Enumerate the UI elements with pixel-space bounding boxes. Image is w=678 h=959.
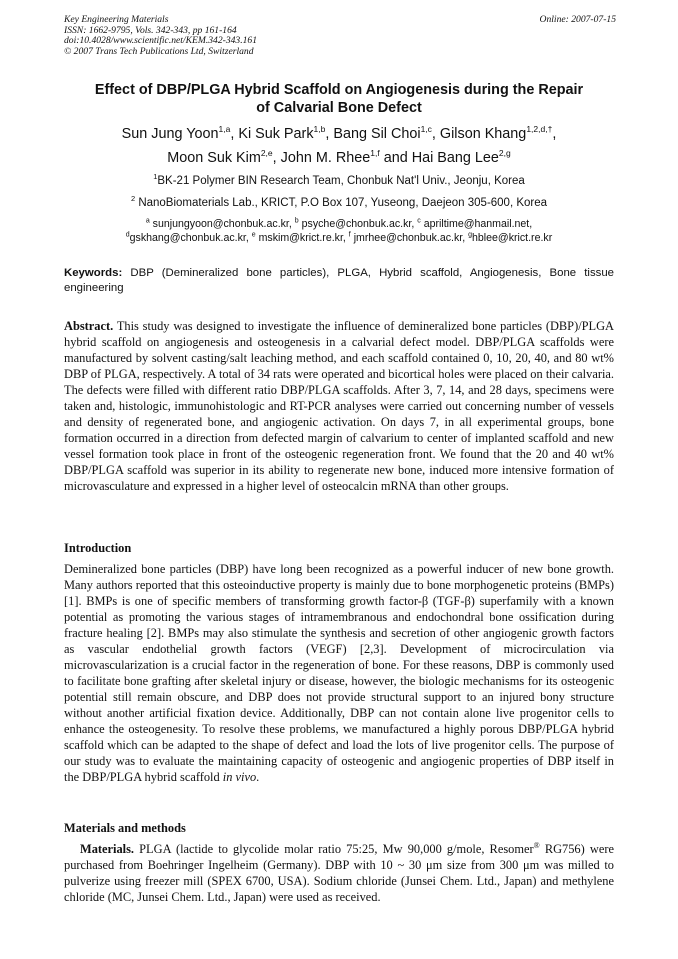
author-name: Hai Bang Lee xyxy=(411,150,499,166)
email-mark: e xyxy=(251,231,256,239)
email-address: gskhang@chonbuk.ac.kr, xyxy=(129,232,249,244)
author-affiliation-mark: 2,g xyxy=(498,148,511,159)
issn-line: ISSN: 1662-9795, Vols. 342-343, pp 161-164 xyxy=(64,24,237,36)
author-name: Gilson Khang xyxy=(439,126,527,142)
materials-text-2: RG756) were purchased from Boehringer Ingelheim (Germany). DBP with 10 ~ 30 μm size from 300 μm was milled to pulverize using freezer mill (SPEX 6700, USA). Sodium chloride (Junsei Chem. Ltd., Japan) and methylene chloride (MC, Junsei Chem. Ltd., Japan) were used as received. xyxy=(64,842,614,904)
introduction-text: Demineralized bone particles (DBP) have long been recognized as a powerful inducer of new bone growth. Many authors reported that this osteoinductive property is mainly due to bone morphogenetic proteins (BMPs) [1]. BMPs is one of specific members of transforming growth factor-β (TGF-β) superfamily with a known potential as promoting the various stages of intramembranous and endochondral bone ossification during fracture healing [2]. BMPs may also stimulate the synthesis and secretion of other angiogenic growth factors as vascular endothelial growth factors (VEGF) [2,3]. Development of microcirculation via microvascularization is a crucial factor in the regeneration of bone. For these reasons, DBP is commonly used to facilitate bone grafting after skeletal injury or disease, however, the biologic mechanisms for its osteogenic potential still remain obscure, and DBP does not provide structural support to an injured bony structure without another artificial fixation device. Additionally, DBP can not contain alone live progenitor cells to enhance the osteogenesity. To resolve these problems, we manufactured a highly porous DBP/PLGA hybrid scaffold which can be adapted to the shape of defect and load the lots of live progenitor cells. The purpose of our study was to evaluate the maintaining capacity of osteogenic and angiogenic properties of DBP itself in the DBP/PLGA hybrid scaffold xyxy=(64,562,614,784)
journal-header xyxy=(64,15,616,57)
affiliation-text: NanoBiomaterials Lab., KRICT, P.O Box 107, Yuseong, Daejeon 305-600, Korea xyxy=(138,197,548,209)
keywords-block xyxy=(64,266,614,296)
registered-mark: ® xyxy=(533,840,540,850)
email-address: sunjungyoon@chonbuk.ac.kr, xyxy=(152,218,292,230)
author-affiliation-mark: 2,e xyxy=(260,148,273,159)
email-line-2 xyxy=(40,231,638,245)
author-name: Moon Suk Kim xyxy=(167,150,261,166)
copyright-line: © 2007 Trans Tech Publications Ltd, Switzerland xyxy=(64,45,254,57)
materials-text-1: PLGA (lactide to glycolide molar ratio 75:25, Mw 90,000 g/mole, Resomer xyxy=(139,842,534,856)
abstract-label: Abstract. xyxy=(64,319,114,333)
title-line-2: of Calvarial Bone Defect xyxy=(256,100,422,116)
author-name: John M. Rhee xyxy=(280,150,371,166)
email-list xyxy=(40,217,638,245)
author-line-1: Sun Jung Yoon$^{1,a}$, Ki Suk Park$^{1,b}$, Bang Sil Choi$^{1,c}$, Gilson Khang$^{1,2,d,\dagger}$, xyxy=(121,124,557,142)
email-mark: a xyxy=(145,217,150,225)
email-address: mskim@krict.re.kr, xyxy=(258,232,346,244)
author-affiliation-mark: 1,f xyxy=(370,148,380,159)
email-address: psyche@chonbuk.ac.kr, xyxy=(301,218,415,230)
journal-name: Key Engineering Materials xyxy=(64,14,169,25)
introduction-body xyxy=(64,561,614,785)
paper-title xyxy=(48,81,630,117)
materials-paragraph xyxy=(64,841,614,905)
online-date: Online: 2007-07-15 xyxy=(539,14,616,25)
keywords-text: DBP (Demineralized bone particles), PLGA, Hybrid scaffold, Angiogenesis, Bone tissue engineering xyxy=(64,267,615,294)
introduction-end: . xyxy=(256,770,260,784)
abstract-text: This study was designed to investigate the influence of demineralized bone particles (DBP)/PLGA hybrid scaffold on angiogenesis and osteogenesis in a calvarial defect model. DBP/PLGA scaffolds were manufactured by solvent casting/salt leaching method, and each scaffold contained 0, 10, 20, 40, and 80 wt% DBP of PLGA, respectively. A total of 34 rats were operated and bicortical holes were placed on their calvaria. The defects were filled with different ratio DBP/PLGA scaffolds. After 3, 7, 14, and 28 days, specimens were taken and, histologic, immunohistologic and RT-PCR analyses were carried out concerning number of vessels and density of regenerated bone, and angiogenic activation. On days 7, in all experimental groups, bone formation occurred in a direction from defected margin of calvarium to center of implanted scaffold and new vessel formation took place in front of the osteogenic regeneration front. We found that the 20 and 40 wt% DBP/PLGA scaffold was superior in its ability to regenerate new bone, induced more intensive formation of microvasculature and expressed in a higher level of osteocalcin mRNA than other groups. xyxy=(64,319,614,493)
doi-line: doi:10.4028/www.scientific.net/KEM.342-343.161 xyxy=(64,35,258,47)
author-list xyxy=(40,122,638,170)
title-line-1: Effect of DBP/PLGA Hybrid Scaffold on Angiogenesis during the Repair xyxy=(94,82,584,98)
author-name: Sun Jung Yoon xyxy=(121,126,219,142)
author-line-2: Moon Suk Kim$^{2,e}$, John M. Rhee$^{1,f}$ and Hai Bang Lee$^{2,g}$ xyxy=(167,148,511,166)
email-address: apriltime@hanmail.net, xyxy=(423,218,533,230)
email-mark: c xyxy=(417,217,421,225)
author-affiliation-mark: 1,c xyxy=(420,124,432,135)
introduction-heading: Introduction xyxy=(64,541,132,555)
introduction-italic: in vivo xyxy=(222,770,257,784)
email-mark: b xyxy=(294,217,299,225)
materials-label: Materials. xyxy=(80,842,135,856)
author-affiliation-mark: 1,a xyxy=(218,124,231,135)
author-name: Ki Suk Park xyxy=(238,126,314,142)
email-line-1 xyxy=(40,217,638,231)
affiliation-number: 2 xyxy=(130,194,136,204)
methods-heading: Materials and methods xyxy=(64,821,186,835)
email-mark: g xyxy=(468,231,473,239)
author-name: Bang Sil Choi xyxy=(333,126,421,142)
email-address: hblee@krict.re.kr xyxy=(472,232,553,244)
affiliation-number: 1 xyxy=(153,172,158,182)
author-conjunction: and xyxy=(383,150,408,166)
affiliation-2 xyxy=(40,196,638,210)
affiliation-1 xyxy=(40,174,638,188)
email-mark: d xyxy=(125,231,130,239)
author-affiliation-mark: 1,2,d,† xyxy=(526,124,553,135)
author-affiliation-mark: 1,b xyxy=(313,124,326,135)
abstract-block xyxy=(64,318,614,494)
affiliation-text: BK-21 Polymer BIN Research Team, Chonbuk Nat'l Univ., Jeonju, Korea xyxy=(157,175,525,187)
keywords-label: Keywords: xyxy=(64,267,123,279)
email-address: jmrhee@chonbuk.ac.kr, xyxy=(353,232,466,244)
email-mark: f xyxy=(348,231,351,239)
